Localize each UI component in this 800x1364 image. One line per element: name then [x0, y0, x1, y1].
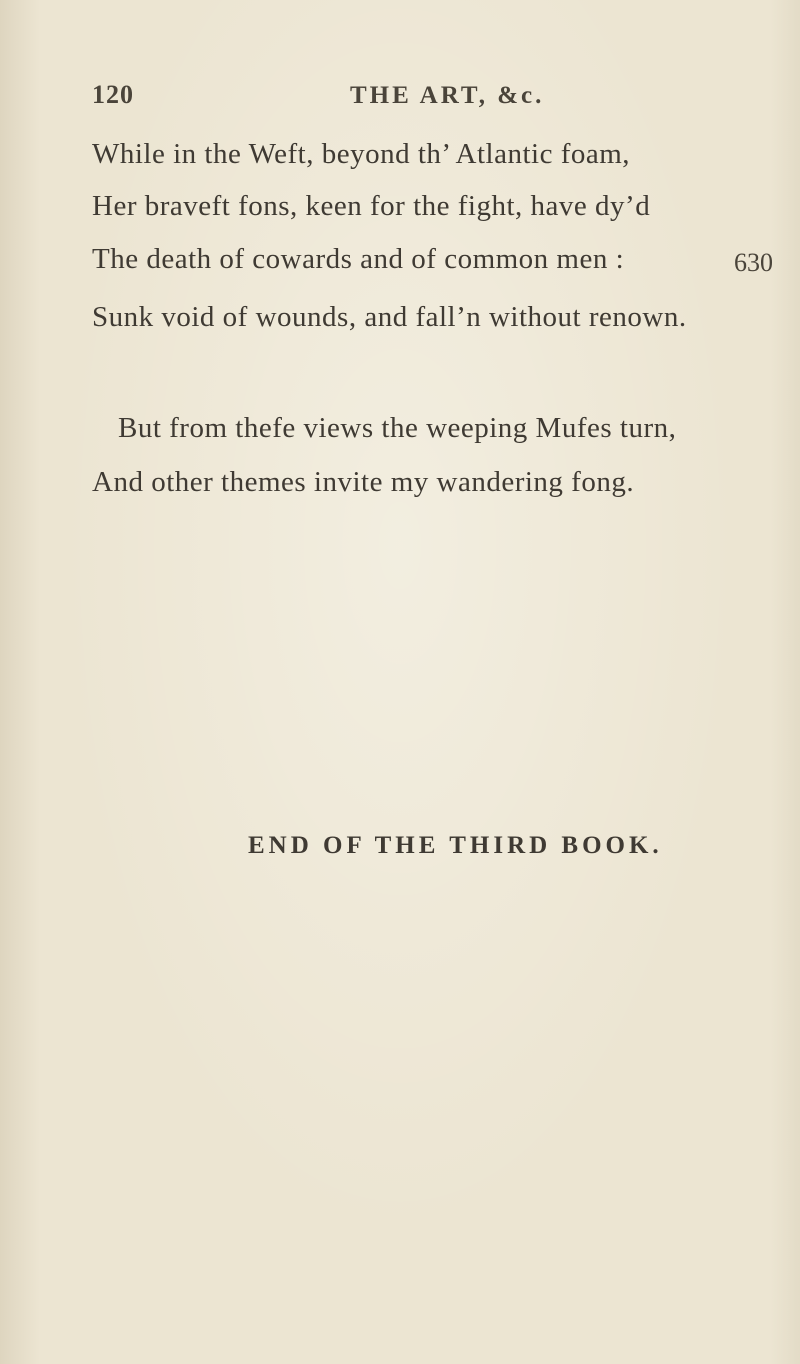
verse-line: But from thefe views the weeping Mufes turn,	[118, 412, 677, 444]
page-number: 120	[92, 80, 134, 109]
line-number: 630	[734, 248, 773, 277]
verse-line: The death of cowards and of common men :	[92, 243, 625, 275]
page-header	[92, 80, 692, 120]
verse-line: Sunk void of wounds, and fall’n without renown.	[92, 301, 687, 333]
verse-line: And other themes invite my wandering fong.	[92, 466, 635, 498]
end-of-book-title: END OF THE THIRD BOOK.	[248, 832, 663, 859]
verse-line: Her braveft fons, keen for the fight, have dy’d	[92, 190, 651, 222]
running-head: THE ART, &c.	[350, 82, 545, 109]
verse-line: While in the Weft, beyond th’ Atlantic foam,	[92, 138, 631, 170]
